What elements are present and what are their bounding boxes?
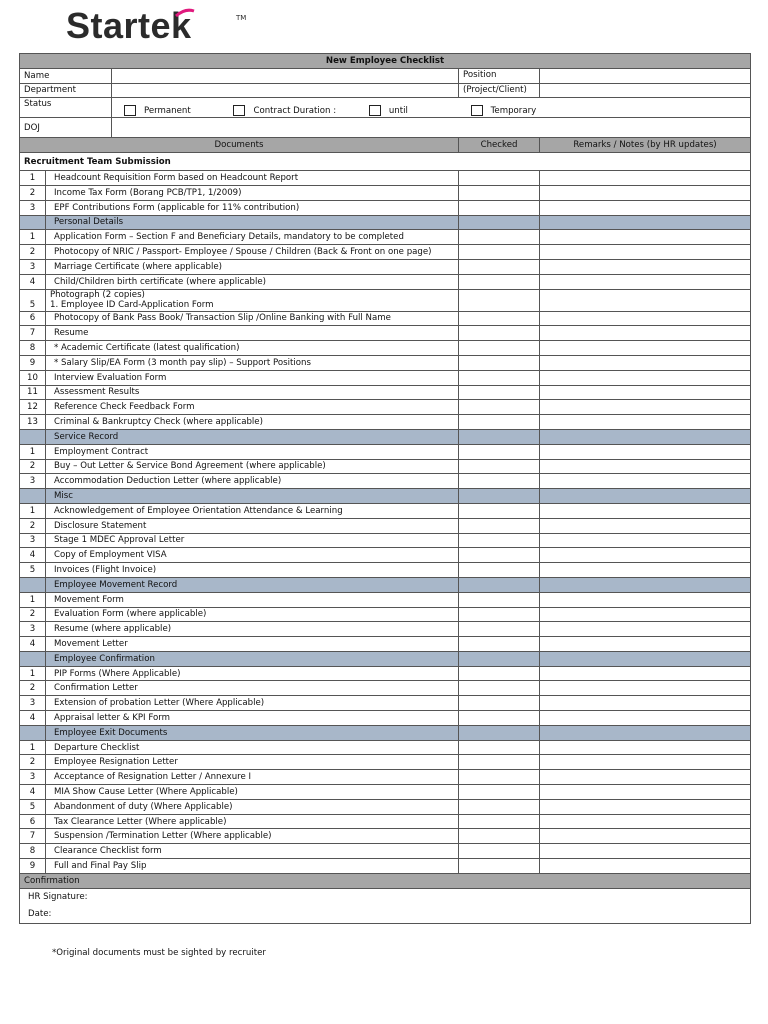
section-remarks-cell (540, 725, 751, 740)
item-document: Income Tax Form (Borang PCB/TP1, 1/2009) (46, 185, 459, 200)
item-remarks-cell[interactable] (540, 311, 751, 326)
item-remarks-cell[interactable] (540, 563, 751, 578)
checklist-row (20, 341, 751, 356)
section-checked-cell (459, 489, 540, 504)
section-header-row (20, 215, 751, 230)
item-remarks-cell[interactable] (540, 859, 751, 874)
department-row (20, 83, 751, 98)
checklist-row (20, 637, 751, 652)
item-number: 11 (20, 385, 46, 400)
section-remarks-cell (540, 429, 751, 444)
item-document: Marriage Certificate (where applicable) (46, 259, 459, 274)
checklist-row (20, 370, 751, 385)
item-document: Child/Children birth certificate (where applicable) (46, 274, 459, 289)
checklist-row (20, 770, 751, 785)
confirmation-body-row (20, 888, 751, 923)
logo-text: Startek (66, 5, 192, 46)
item-checked-cell[interactable] (459, 326, 540, 341)
item-checked-cell[interactable] (459, 171, 540, 186)
item-number: 2 (20, 607, 46, 622)
checklist-row (20, 533, 751, 548)
item-checked-cell[interactable] (459, 637, 540, 652)
checklist-row (20, 666, 751, 681)
item-number: 5 (20, 799, 46, 814)
item-checked-cell[interactable] (459, 755, 540, 770)
checked-column-header: Checked (459, 138, 540, 153)
checklist-row (20, 259, 751, 274)
checklist-row (20, 400, 751, 415)
section-checked-cell (459, 577, 540, 592)
item-number: 1 (20, 230, 46, 245)
checklist-row (20, 200, 751, 215)
section-header-row (20, 725, 751, 740)
item-number: 10 (20, 370, 46, 385)
item-remarks-cell[interactable] (540, 607, 751, 622)
checklist-row (20, 474, 751, 489)
item-document: Tax Clearance Letter (Where applicable) (46, 814, 459, 829)
temporary-label: Temporary (490, 105, 537, 116)
checklist-row (20, 415, 751, 430)
item-remarks-cell[interactable] (540, 755, 751, 770)
checklist-row (20, 230, 751, 245)
item-remarks-cell[interactable] (540, 415, 751, 430)
checklist-row (20, 829, 751, 844)
item-document: Abandonment of duty (Where Applicable) (46, 799, 459, 814)
item-number: 9 (20, 859, 46, 874)
item-document: PIP Forms (Where Applicable) (46, 666, 459, 681)
logo-swoosh-icon (174, 8, 196, 18)
recruitment-heading-row (20, 153, 751, 171)
item-remarks-cell[interactable] (540, 355, 751, 370)
item-remarks-cell[interactable] (540, 770, 751, 785)
item-checked-cell[interactable] (459, 799, 540, 814)
item-number: 3 (20, 259, 46, 274)
item-document: * Academic Certificate (latest qualification) (46, 341, 459, 356)
item-document: Evaluation Form (where applicable) (46, 607, 459, 622)
item-document: Application Form – Section F and Beneficiary Details, mandatory to be completed (46, 230, 459, 245)
item-remarks-cell[interactable] (540, 518, 751, 533)
item-checked-cell[interactable] (459, 696, 540, 711)
recruitment-heading: Recruitment Team Submission (20, 153, 751, 171)
item-number: 3 (20, 200, 46, 215)
section-remarks-cell (540, 651, 751, 666)
confirmation-header-row (20, 873, 751, 888)
item-remarks-cell[interactable] (540, 696, 751, 711)
status-row (20, 98, 751, 118)
item-document: Stage 1 MDEC Approval Letter (46, 533, 459, 548)
checklist-row (20, 563, 751, 578)
item-number: 13 (20, 415, 46, 430)
item-remarks-cell[interactable] (540, 370, 751, 385)
item-document: Photocopy of Bank Pass Book/ Transaction Slip /Online Banking with Full Name (46, 311, 459, 326)
item-document: Employment Contract (46, 444, 459, 459)
position-label: Position (459, 68, 540, 83)
checklist-row (20, 859, 751, 874)
hr-signature-label: HR Signature: (28, 891, 88, 902)
item-document: Acceptance of Resignation Letter / Annexure I (46, 770, 459, 785)
item-checked-cell[interactable] (459, 844, 540, 859)
confirmation-body (20, 888, 751, 923)
item-document: Suspension /Termination Letter (Where applicable) (46, 829, 459, 844)
item-remarks-cell[interactable] (540, 200, 751, 215)
project-client-label: (Project/Client) (459, 83, 540, 98)
checklist-row (20, 799, 751, 814)
item-checked-cell[interactable] (459, 355, 540, 370)
item-checked-cell[interactable] (459, 311, 540, 326)
item-checked-cell[interactable] (459, 548, 540, 563)
section-title: Employee Confirmation (46, 651, 459, 666)
item-document: Appraisal letter & KPI Form (46, 711, 459, 726)
item-document-line: 1. Employee ID Card-Application Form (50, 300, 214, 311)
item-checked-cell[interactable] (459, 607, 540, 622)
item-document: Resume (46, 326, 459, 341)
section-title: Misc (46, 489, 459, 504)
section-spacer (20, 489, 46, 504)
item-number: 1 (20, 503, 46, 518)
checklist-row (20, 385, 751, 400)
department-label: Department (20, 83, 112, 98)
item-checked-cell[interactable] (459, 185, 540, 200)
item-number: 6 (20, 814, 46, 829)
item-number: 3 (20, 622, 46, 637)
item-document: Reference Check Feedback Form (46, 400, 459, 415)
project-client-field[interactable] (540, 83, 751, 98)
item-checked-cell[interactable] (459, 274, 540, 289)
section-checked-cell (459, 651, 540, 666)
contract-label: Contract Duration : (253, 105, 337, 116)
item-number: 1 (20, 666, 46, 681)
name-row (20, 68, 751, 83)
section-header-row (20, 429, 751, 444)
permanent-label: Permanent (144, 105, 191, 116)
item-document: Assessment Results (46, 385, 459, 400)
item-number: 3 (20, 696, 46, 711)
item-remarks-cell[interactable] (540, 474, 751, 489)
section-spacer (20, 429, 46, 444)
item-remarks-cell[interactable] (540, 533, 751, 548)
checklist-row (20, 696, 751, 711)
item-document: Departure Checklist (46, 740, 459, 755)
item-checked-cell[interactable] (459, 814, 540, 829)
remarks-column-header: Remarks / Notes (by HR updates) (540, 138, 751, 153)
checklist-row (20, 785, 751, 800)
item-checked-cell[interactable] (459, 711, 540, 726)
item-document: Acknowledgement of Employee Orientation Attendance & Learning (46, 503, 459, 518)
item-remarks-cell[interactable] (540, 814, 751, 829)
item-number: 8 (20, 844, 46, 859)
item-checked-cell[interactable] (459, 230, 540, 245)
column-header-row (20, 138, 751, 153)
position-field[interactable] (540, 68, 751, 83)
checklist-row (20, 503, 751, 518)
section-remarks-cell (540, 577, 751, 592)
item-checked-cell[interactable] (459, 592, 540, 607)
item-number: 1 (20, 592, 46, 607)
item-number: 9 (20, 355, 46, 370)
section-checked-cell (459, 215, 540, 230)
item-number: 4 (20, 548, 46, 563)
checklist-row (20, 592, 751, 607)
item-number: 3 (20, 770, 46, 785)
item-checked-cell[interactable] (459, 622, 540, 637)
section-spacer (20, 725, 46, 740)
item-document: EPF Contributions Form (applicable for 11% contribution) (46, 200, 459, 215)
until-label: until (388, 105, 408, 116)
item-checked-cell[interactable] (459, 385, 540, 400)
checklist-row (20, 711, 751, 726)
section-header-row (20, 489, 751, 504)
item-checked-cell[interactable] (459, 740, 540, 755)
item-document: * Salary Slip/EA Form (3 month pay slip) – Support Positions (46, 355, 459, 370)
item-number: 1 (20, 740, 46, 755)
item-checked-cell[interactable] (459, 518, 540, 533)
confirmation-title: Confirmation (20, 873, 751, 888)
item-remarks-cell[interactable] (540, 799, 751, 814)
item-document: Criminal & Bankruptcy Check (where applicable) (46, 415, 459, 430)
section-spacer (20, 215, 46, 230)
item-checked-cell[interactable] (459, 563, 540, 578)
checklist-row (20, 355, 751, 370)
item-remarks-cell[interactable] (540, 666, 751, 681)
item-document: Headcount Requisition Form based on Headcount Report (46, 171, 459, 186)
item-document: Clearance Checklist form (46, 844, 459, 859)
item-remarks-cell[interactable] (540, 171, 751, 186)
item-checked-cell[interactable] (459, 200, 540, 215)
item-checked-cell[interactable] (459, 859, 540, 874)
item-checked-cell[interactable] (459, 681, 540, 696)
checklist-row (20, 171, 751, 186)
section-header-row (20, 577, 751, 592)
item-remarks-cell[interactable] (540, 444, 751, 459)
item-checked-cell[interactable] (459, 770, 540, 785)
item-remarks-cell[interactable] (540, 740, 751, 755)
checklist-row (20, 607, 751, 622)
item-remarks-cell[interactable] (540, 637, 751, 652)
item-document: Extension of probation Letter (Where Applicable) (46, 696, 459, 711)
item-document: Movement Letter (46, 637, 459, 652)
until-checkbox[interactable] (369, 105, 381, 116)
item-checked-cell[interactable] (459, 829, 540, 844)
item-remarks-cell[interactable] (540, 681, 751, 696)
status-label: Status (20, 98, 112, 118)
item-checked-cell[interactable] (459, 259, 540, 274)
item-number: 2 (20, 459, 46, 474)
checklist-row (20, 755, 751, 770)
checklist-row (20, 844, 751, 859)
item-number: 6 (20, 311, 46, 326)
item-checked-cell[interactable] (459, 289, 540, 311)
checklist-row (20, 326, 751, 341)
section-checked-cell (459, 725, 540, 740)
item-document: Full and Final Pay Slip (46, 859, 459, 874)
checklist-row (20, 740, 751, 755)
item-number: 4 (20, 637, 46, 652)
item-number: 4 (20, 711, 46, 726)
checklist-row (20, 622, 751, 637)
section-title: Personal Details (46, 215, 459, 230)
checklist-row (20, 289, 751, 311)
checklist-row (20, 518, 751, 533)
item-number: 1 (20, 444, 46, 459)
doj-field[interactable] (112, 118, 751, 138)
item-remarks-cell[interactable] (540, 844, 751, 859)
section-checked-cell (459, 429, 540, 444)
doj-label: DOJ (20, 118, 112, 138)
item-checked-cell[interactable] (459, 503, 540, 518)
item-number: 4 (20, 274, 46, 289)
item-remarks-cell[interactable] (540, 592, 751, 607)
checklist-row (20, 459, 751, 474)
item-checked-cell[interactable] (459, 370, 540, 385)
item-remarks-cell[interactable] (540, 230, 751, 245)
temporary-checkbox[interactable] (471, 105, 483, 116)
item-remarks-cell[interactable] (540, 289, 751, 311)
section-title: Employee Movement Record (46, 577, 459, 592)
section-title: Service Record (46, 429, 459, 444)
footnote: *Original documents must be sighted by recruiter (52, 948, 266, 958)
date-label: Date: (28, 908, 52, 919)
item-document: Disclosure Statement (46, 518, 459, 533)
item-document: Employee Resignation Letter (46, 755, 459, 770)
item-remarks-cell[interactable] (540, 326, 751, 341)
checklist-row (20, 245, 751, 260)
item-remarks-cell[interactable] (540, 385, 751, 400)
item-checked-cell[interactable] (459, 245, 540, 260)
department-field[interactable] (112, 83, 459, 98)
item-remarks-cell[interactable] (540, 785, 751, 800)
item-remarks-cell[interactable] (540, 245, 751, 260)
item-number: 5 (20, 563, 46, 578)
item-number: 2 (20, 681, 46, 696)
section-remarks-cell (540, 215, 751, 230)
logo-trademark: TM (236, 14, 247, 22)
section-spacer (20, 651, 46, 666)
item-remarks-cell[interactable] (540, 274, 751, 289)
item-document-line: Photograph (2 copies) (50, 290, 145, 301)
item-document: Photocopy of NRIC / Passport- Employee / Spouse / Children (Back & Front on one page) (46, 245, 459, 260)
item-checked-cell[interactable] (459, 785, 540, 800)
item-number: 1 (20, 171, 46, 186)
item-number: 3 (20, 533, 46, 548)
item-document: Invoices (Flight Invoice) (46, 563, 459, 578)
item-remarks-cell[interactable] (540, 711, 751, 726)
item-checked-cell[interactable] (459, 533, 540, 548)
item-number: 2 (20, 518, 46, 533)
item-document: Movement Form (46, 592, 459, 607)
checklist-row (20, 311, 751, 326)
section-title: Employee Exit Documents (46, 725, 459, 740)
title-row (20, 54, 751, 69)
status-options (112, 98, 751, 118)
item-checked-cell[interactable] (459, 459, 540, 474)
item-document: Resume (where applicable) (46, 622, 459, 637)
item-remarks-cell[interactable] (540, 503, 751, 518)
section-header-row (20, 651, 751, 666)
item-document: Interview Evaluation Form (46, 370, 459, 385)
checklist-row (20, 681, 751, 696)
item-remarks-cell[interactable] (540, 400, 751, 415)
item-document: Accommodation Deduction Letter (where applicable) (46, 474, 459, 489)
section-remarks-cell (540, 489, 751, 504)
item-checked-cell[interactable] (459, 666, 540, 681)
item-number: 2 (20, 185, 46, 200)
item-checked-cell[interactable] (459, 341, 540, 356)
item-remarks-cell[interactable] (540, 459, 751, 474)
name-field[interactable] (112, 68, 459, 83)
name-label: Name (20, 68, 112, 83)
item-remarks-cell[interactable] (540, 622, 751, 637)
item-checked-cell[interactable] (459, 400, 540, 415)
item-document: Confirmation Letter (46, 681, 459, 696)
item-number: 8 (20, 341, 46, 356)
item-checked-cell[interactable] (459, 474, 540, 489)
item-number: 5 (20, 289, 46, 311)
item-number: 2 (20, 755, 46, 770)
checklist-row (20, 444, 751, 459)
item-remarks-cell[interactable] (540, 185, 751, 200)
item-document: Buy – Out Letter & Service Bond Agreement (where applicable) (46, 459, 459, 474)
item-number: 7 (20, 326, 46, 341)
item-remarks-cell[interactable] (540, 259, 751, 274)
item-checked-cell[interactable] (459, 444, 540, 459)
item-checked-cell[interactable] (459, 415, 540, 430)
documents-column-header: Documents (20, 138, 459, 153)
section-spacer (20, 577, 46, 592)
employee-checklist-table (19, 53, 751, 924)
item-remarks-cell[interactable] (540, 548, 751, 563)
checklist-row (20, 274, 751, 289)
item-document: Copy of Employment VISA (46, 548, 459, 563)
item-document: MIA Show Cause Letter (Where Applicable) (46, 785, 459, 800)
doj-row (20, 118, 751, 138)
item-remarks-cell[interactable] (540, 341, 751, 356)
item-number: 2 (20, 245, 46, 260)
checklist-row (20, 185, 751, 200)
item-number: 3 (20, 474, 46, 489)
checklist-row (20, 548, 751, 563)
item-number: 4 (20, 785, 46, 800)
permanent-checkbox[interactable] (124, 105, 136, 116)
item-remarks-cell[interactable] (540, 829, 751, 844)
item-document (46, 289, 459, 311)
checklist-row (20, 814, 751, 829)
contract-checkbox[interactable] (233, 105, 245, 116)
item-number: 12 (20, 400, 46, 415)
item-number: 7 (20, 829, 46, 844)
checklist-title: New Employee Checklist (20, 54, 751, 69)
startek-logo (66, 5, 247, 46)
